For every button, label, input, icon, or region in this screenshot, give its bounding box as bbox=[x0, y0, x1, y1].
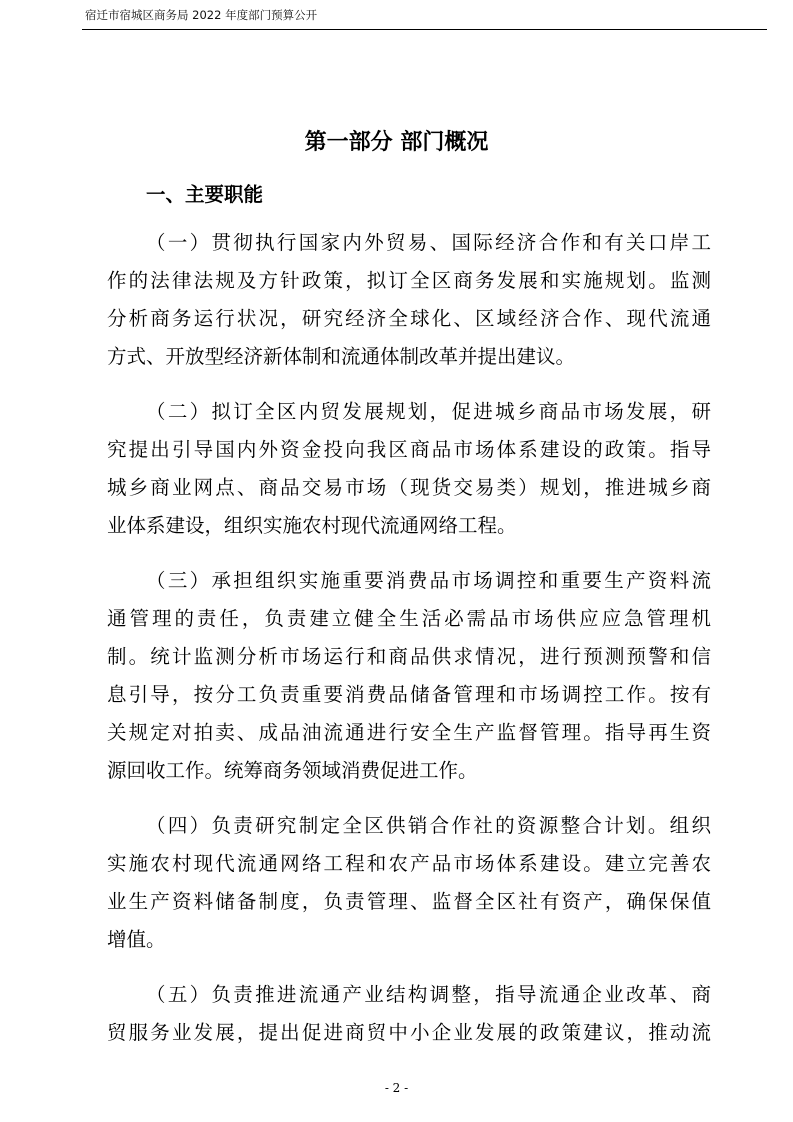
paragraph-line: 增值。 bbox=[107, 928, 166, 951]
paragraph-line: 业体系建设，组织实施农村现代流通网络工程。 bbox=[107, 514, 517, 537]
paragraph-1 bbox=[107, 224, 711, 376]
paragraph-line: 关规定对拍卖、成品油流通进行安全生产监督管理。指导再生资 bbox=[107, 721, 711, 744]
paragraph-line: 通管理的责任，负责建立健全生活必需品市场供应应急管理机 bbox=[107, 607, 711, 630]
paragraph-line: （四）负责研究制定全区供销合作社的资源整合计划。组织 bbox=[146, 814, 711, 837]
paragraph-line: 业生产资料储备制度，负责管理、监督全区社有资产，确保保值 bbox=[107, 890, 711, 913]
paragraph-line: （二）拟订全区内贸发展规划，促进城乡商品市场发展，研 bbox=[146, 400, 711, 423]
paragraph-line: 制。统计监测分析市场运行和商品供求情况，进行预测预警和信 bbox=[107, 645, 711, 668]
paragraph-line: 方式、开放型经济新体制和流通体制改革并提出建议。 bbox=[107, 345, 576, 368]
paragraph-line: 究提出引导国内外资金投向我区商品市场体系建设的政策。指导 bbox=[107, 438, 711, 461]
paragraph-4 bbox=[107, 807, 711, 959]
paragraph-line: （三）承担组织实施重要消费品市场调控和重要生产资料流 bbox=[146, 569, 711, 592]
paragraph-line: 实施农村现代流通网络工程和农产品市场体系建设。建立完善农 bbox=[107, 852, 711, 875]
paragraph-line: 城乡商业网点、商品交易市场（现货交易类）规划，推进城乡商 bbox=[107, 476, 711, 499]
paragraph-line: 贸服务业发展，提出促进商贸中小企业发展的政策建议，推动流 bbox=[107, 1021, 711, 1044]
paragraph-line: 源回收工作。统筹商务领域消费促进工作。 bbox=[107, 759, 478, 782]
part-title: 第一部分 部门概况 bbox=[304, 130, 489, 155]
paragraph-5 bbox=[107, 976, 711, 1052]
section-heading: 一、主要职能 bbox=[146, 183, 264, 206]
paragraph-2 bbox=[107, 393, 711, 545]
paragraph-line: （五）负责推进流通产业结构调整，指导流通企业改革、商 bbox=[146, 983, 711, 1006]
body-text bbox=[107, 224, 711, 1069]
paragraph-line: 作的法律法规及方针政策，拟订全区商务发展和实施规划。监测 bbox=[107, 269, 711, 292]
running-header-title: 宿迁市宿城区商务局 2022 年度部门预算公开 bbox=[85, 8, 318, 22]
header-rule bbox=[82, 29, 767, 30]
paragraph-line: 息引导，按分工负责重要消费品储备管理和市场调控工作。按有 bbox=[107, 683, 711, 706]
paragraph-line: （一）贯彻执行国家内外贸易、国际经济合作和有关口岸工 bbox=[146, 231, 711, 254]
page-number: - 2 - bbox=[384, 1081, 409, 1095]
paragraph-3 bbox=[107, 562, 711, 790]
paragraph-line: 分析商务运行状况，研究经济全球化、区域经济合作、现代流通 bbox=[107, 307, 711, 330]
